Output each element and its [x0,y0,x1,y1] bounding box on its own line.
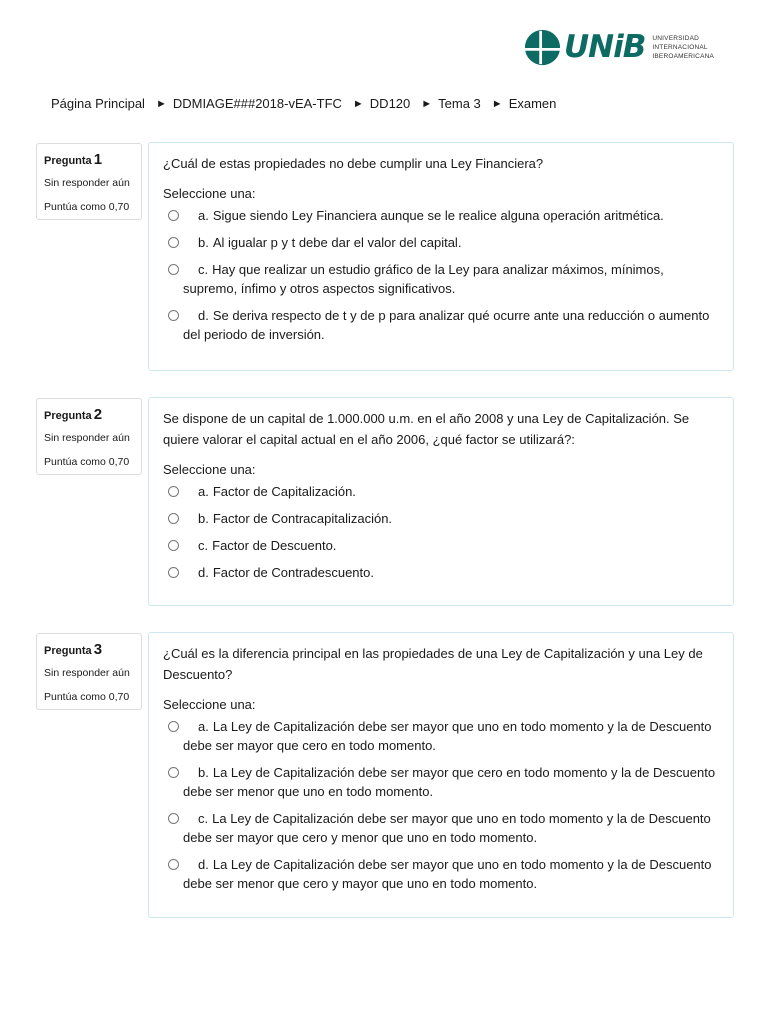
option-letter: c. [198,811,209,826]
question-number: 3 [93,641,103,658]
option-letter: b. [198,235,209,250]
brand-subtitle-line: INTERNACIONAL [652,44,708,51]
question-info [36,633,142,710]
question-info [36,143,142,220]
question-content [148,397,734,606]
option-text: Factor de Contradescuento. [212,565,374,580]
answer-option-a[interactable] [163,206,719,225]
brand-subtitle-line: UNIVERSIDAD [652,35,699,42]
breadcrumb-section[interactable]: DD120 [369,96,411,111]
option-letter: b. [198,511,209,526]
option-text: La Ley de Capitalización debe ser mayor que uno en todo momento y la de Descuento debe ser mayor que cero y menor que uno en todo momento. [183,811,711,845]
option-text: La Ley de Capitalización debe ser mayor que cero en todo momento y la de Descuento debe ser menor que uno en todo momento. [183,765,716,799]
breadcrumb-topic[interactable]: Tema 3 [438,96,481,111]
answer-option-b[interactable] [163,763,719,801]
breadcrumb-exam[interactable]: Examen [508,96,557,111]
option-letter: c. [198,262,209,277]
question-title [44,406,141,423]
question-number: 1 [93,151,103,168]
option-text: Factor de Descuento. [212,538,337,553]
answer-options [163,482,719,582]
option-letter: a. [198,208,209,223]
answer-option-a[interactable] [163,482,719,501]
answer-option-d[interactable] [163,855,719,893]
answer-prompt: Seleccione una: [163,186,256,201]
option-text: Hay que realizar un estudio gráfico de la Ley para analizar máximos, mínimos, supremo, ínfimo y otros aspectos significativos. [183,262,664,296]
question-text: ¿Cuál es la diferencia principal en las propiedades de una Ley de Capitalización y una Ley de Descuento? [163,646,703,682]
option-text: Factor de Contracapitalización. [212,511,393,526]
option-letter: b. [198,765,209,780]
breadcrumb-separator-icon: ► [491,97,503,110]
option-letter: d. [198,857,209,872]
answer-option-b[interactable] [163,509,719,528]
question-status: Sin responder aún [44,667,130,679]
answer-option-c[interactable] [163,260,719,298]
breadcrumb-separator-icon: ► [421,97,433,110]
option-text: La Ley de Capitalización debe ser mayor que uno en todo momento y la de Descuento debe ser mayor que cero en todo momento. [183,719,712,753]
question-grade: Puntúa como 0,70 [44,456,130,468]
brand-name: UNiB [564,29,646,65]
question-status: Sin responder aún [44,177,130,189]
option-letter: d. [198,565,209,580]
answer-option-a[interactable] [163,717,719,755]
question-status: Sin responder aún [44,432,130,444]
answer-option-c[interactable] [163,536,719,555]
question-text: ¿Cuál de estas propiedades no debe cumplir una Ley Financiera? [163,156,544,171]
option-letter: c. [198,538,209,553]
question-title [44,151,141,168]
option-text: Se deriva respecto de t y de p para analizar qué ocurre ante una reducción o aumento del periodo de inversión. [183,308,710,342]
answer-prompt: Seleccione una: [163,462,256,477]
globe-logo-icon [524,29,561,66]
answer-options [163,717,719,893]
answer-option-d[interactable] [163,563,719,582]
option-text: Sigue siendo Ley Financiera aunque se le realice alguna operación aritmética. [212,208,664,223]
question-title [44,641,141,658]
brand-subtitle [652,34,714,61]
question-info [36,398,142,475]
brand-subtitle-line: IBEROAMERICANA [652,53,715,60]
breadcrumb-separator-icon: ► [352,97,364,110]
question-label: Pregunta [44,645,92,657]
option-letter: a. [198,719,209,734]
breadcrumb-home[interactable]: Página Principal [51,96,145,111]
answer-options [163,206,719,344]
question-label: Pregunta [44,155,92,167]
option-text: Al igualar p y t debe dar el valor del capital. [212,235,462,250]
university-logo[interactable] [524,29,714,66]
answer-option-c[interactable] [163,809,719,847]
breadcrumb-course[interactable]: DDMIAGE###2018-vEA-TFC [172,96,342,111]
option-text: La Ley de Capitalización debe ser mayor que uno en todo momento y la de Descuento debe ser menor que cero y mayor que uno en todo momento. [183,857,712,891]
breadcrumb [51,96,556,111]
question-content [148,632,734,918]
question-label: Pregunta [44,410,92,422]
question-content [148,142,734,371]
answer-option-b[interactable] [163,233,719,252]
question-number: 2 [93,406,103,423]
option-letter: a. [198,484,209,499]
question-text: Se dispone de un capital de 1.000.000 u.m. en el año 2008 y una Ley de Capitalización. Se quiere valorar el capital actual en el año 2006, ¿qué factor se utilizará?: [163,411,690,447]
question-grade: Puntúa como 0,70 [44,201,130,213]
option-letter: d. [198,308,209,323]
answer-option-d[interactable] [163,306,719,344]
option-text: Factor de Capitalización. [212,484,356,499]
answer-prompt: Seleccione una: [163,697,256,712]
question-grade: Puntúa como 0,70 [44,691,130,703]
breadcrumb-separator-icon: ► [155,97,167,110]
